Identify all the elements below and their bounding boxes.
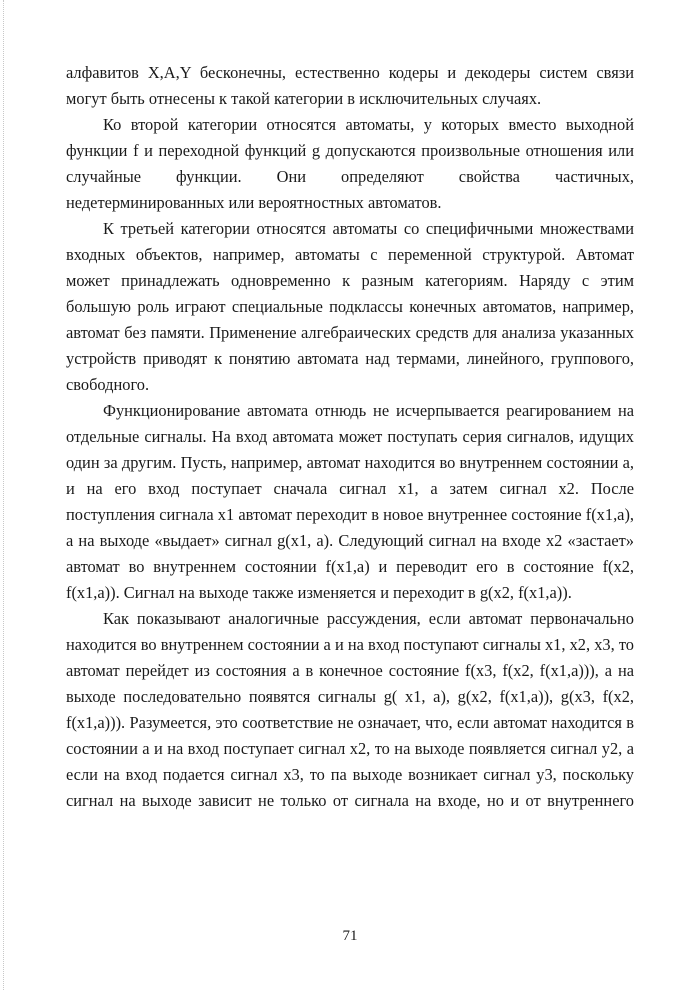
page-edge-border xyxy=(3,0,4,990)
paragraph-2: Ко второй категории относятся автоматы, у которых вместо выходной функции f и переходной функций g допускаются произвольные отношения или случайные функции. Они определяют свойства частичных, недетерминированных или вероятностных автоматов. xyxy=(66,115,634,212)
paragraph-3: К третьей категории относятся автоматы со специфичными множествами входных объектов, например, автоматы с переменной структурой. Автомат может принадлежать одновременно к разным категориям. Наряду с этим большую роль играют специальные подклассы конечных автоматов, например, автомат без памяти. Применение алгебраических средств для анализа указанных устройств приводят к понятию автомата над термами, линейного, группового, свободного. xyxy=(66,219,634,394)
page-number: 71 xyxy=(342,928,358,944)
paragraph-4: Функционирование автомата отнюдь не исчерпывается реагированием на отдельные сигналы. На вход автомата может поступать серия сигналов, идущих один за другим. Пусть, например, автомат находится во внутреннем состоянии a, и на его вход поступает сначала сигнал x1, а затем сигнал x2. После поступления сигнала x1 автомат переходит в новое внутреннее состояние f(x1,a), а на выходе «выдает» сигнал g(x1, a). Следующий сигнал на входе x2 «застает» автомат во внутреннем состоянии f(x1,a) и переводит его в состояние f(x2, f(x1,a)). Сигнал на выходе также изменяется и переходит в g(x2, f(x1,a)). xyxy=(66,401,634,602)
paragraph-1: алфавитов X,A,Y бесконечны, естественно кодеры и декодеры систем связи могут быть отнесены к такой категории в исключительных случаях. xyxy=(66,63,634,108)
paragraph-5: Как показывают аналогичные рассуждения, если автомат первоначально находится во внутреннем состоянии а и на вход поступают сигналы x1, x2, x3, то автомат перейдет из состояния a в конечное состояние f(x3, f(x2, f(x1,a))), а на выходе последовательно появятся сигналы g( x1, a), g(x2, f(x1,a)), g(x3, f(x2, f(x1,a))). Разумеется, это соответствие не означает, что, если автомат находится в состоянии a и на вход поступает сигнал x2, то на выходе появляется сигнал y2, а если на вход подается сигнал x3, то па выходе возникает сигнал y3, поскольку сигнал на выходе зависит не только от сигнала на входе, но и от внутреннего xyxy=(66,609,634,810)
document-page xyxy=(66,60,634,814)
